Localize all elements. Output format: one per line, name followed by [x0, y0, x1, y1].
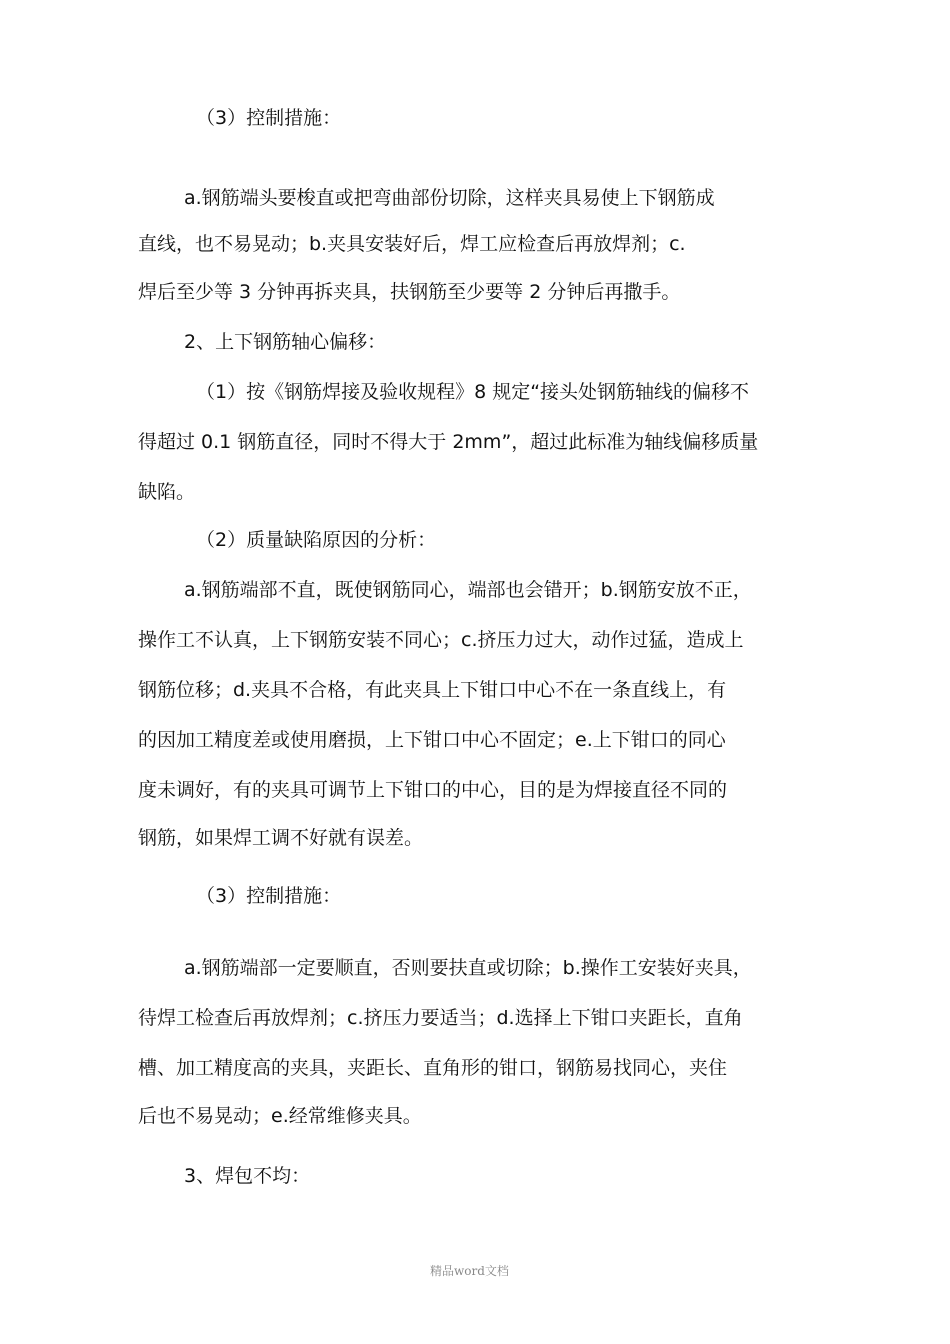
paragraph-line: 待焊工检查后再放焊剂；c.挤压力要适当；d.选择上下钳口夹距长，直角 [138, 1007, 743, 1029]
paragraph-line: 槽、加工精度高的夹具，夹距长、直角形的钳口，钢筋易找同心，夹住 [138, 1057, 728, 1079]
paragraph-line: a.钢筋端头要梭直或把弯曲部份切除，这样夹具易使上下钢筋成 [184, 187, 715, 209]
paragraph-line: 钢筋位移；d.夹具不合格，有此夹具上下钳口中心不在一条直线上，有 [138, 679, 727, 701]
page-footer: 精品word文档 [430, 1264, 509, 1278]
heading-control-measures: （3）控制措施： [196, 885, 342, 907]
section-heading-uneven-weld: 3、焊包不均： [184, 1165, 311, 1187]
paragraph-line: 度未调好，有的夹具可调节上下钳口的中心，目的是为焊接直径不同的 [138, 779, 728, 801]
paragraph-line: 的因加工精度差或使用磨损，上下钳口中心不固定；e.上下钳口的同心 [138, 729, 726, 751]
paragraph-line: 操作工不认真，上下钢筋安装不同心；c.挤压力过大，动作过猛，造成上 [138, 629, 744, 651]
section-heading-axis-offset: 2、上下钢筋轴心偏移： [184, 331, 387, 353]
paragraph-line: 得超过 0.1 钢筋直径，同时不得大于 2mm”，超过此标准为轴线偏移质量 [138, 431, 759, 453]
paragraph-line: 缺陷。 [138, 481, 196, 503]
paragraph-line: 直线，也不易晃动；b.夹具安装好后，焊工应检查后再放焊剂；c. [138, 233, 686, 255]
paragraph-line: 钢筋，如果焊工调不好就有误差。 [138, 827, 424, 849]
paragraph-line: （1）按《钢筋焊接及验收规程》8 规定“接头处钢筋轴线的偏移不 [196, 381, 750, 403]
heading-control-measures: （3）控制措施： [196, 107, 342, 129]
paragraph-line: 焊后至少等 3 分钟再拆夹具，扶钢筋至少要等 2 分钟后再撒手。 [138, 281, 681, 303]
paragraph-line: 后也不易晃动；e.经常维修夹具。 [138, 1105, 422, 1127]
paragraph-line: a.钢筋端部不直，既使钢筋同心，端部也会错开；b.钢筋安放不正， [184, 579, 752, 601]
heading-defect-causes: （2）质量缺陷原因的分析： [196, 529, 437, 551]
paragraph-line: a.钢筋端部一定要顺直，否则要扶直或切除；b.操作工安装好夹具， [184, 957, 752, 979]
